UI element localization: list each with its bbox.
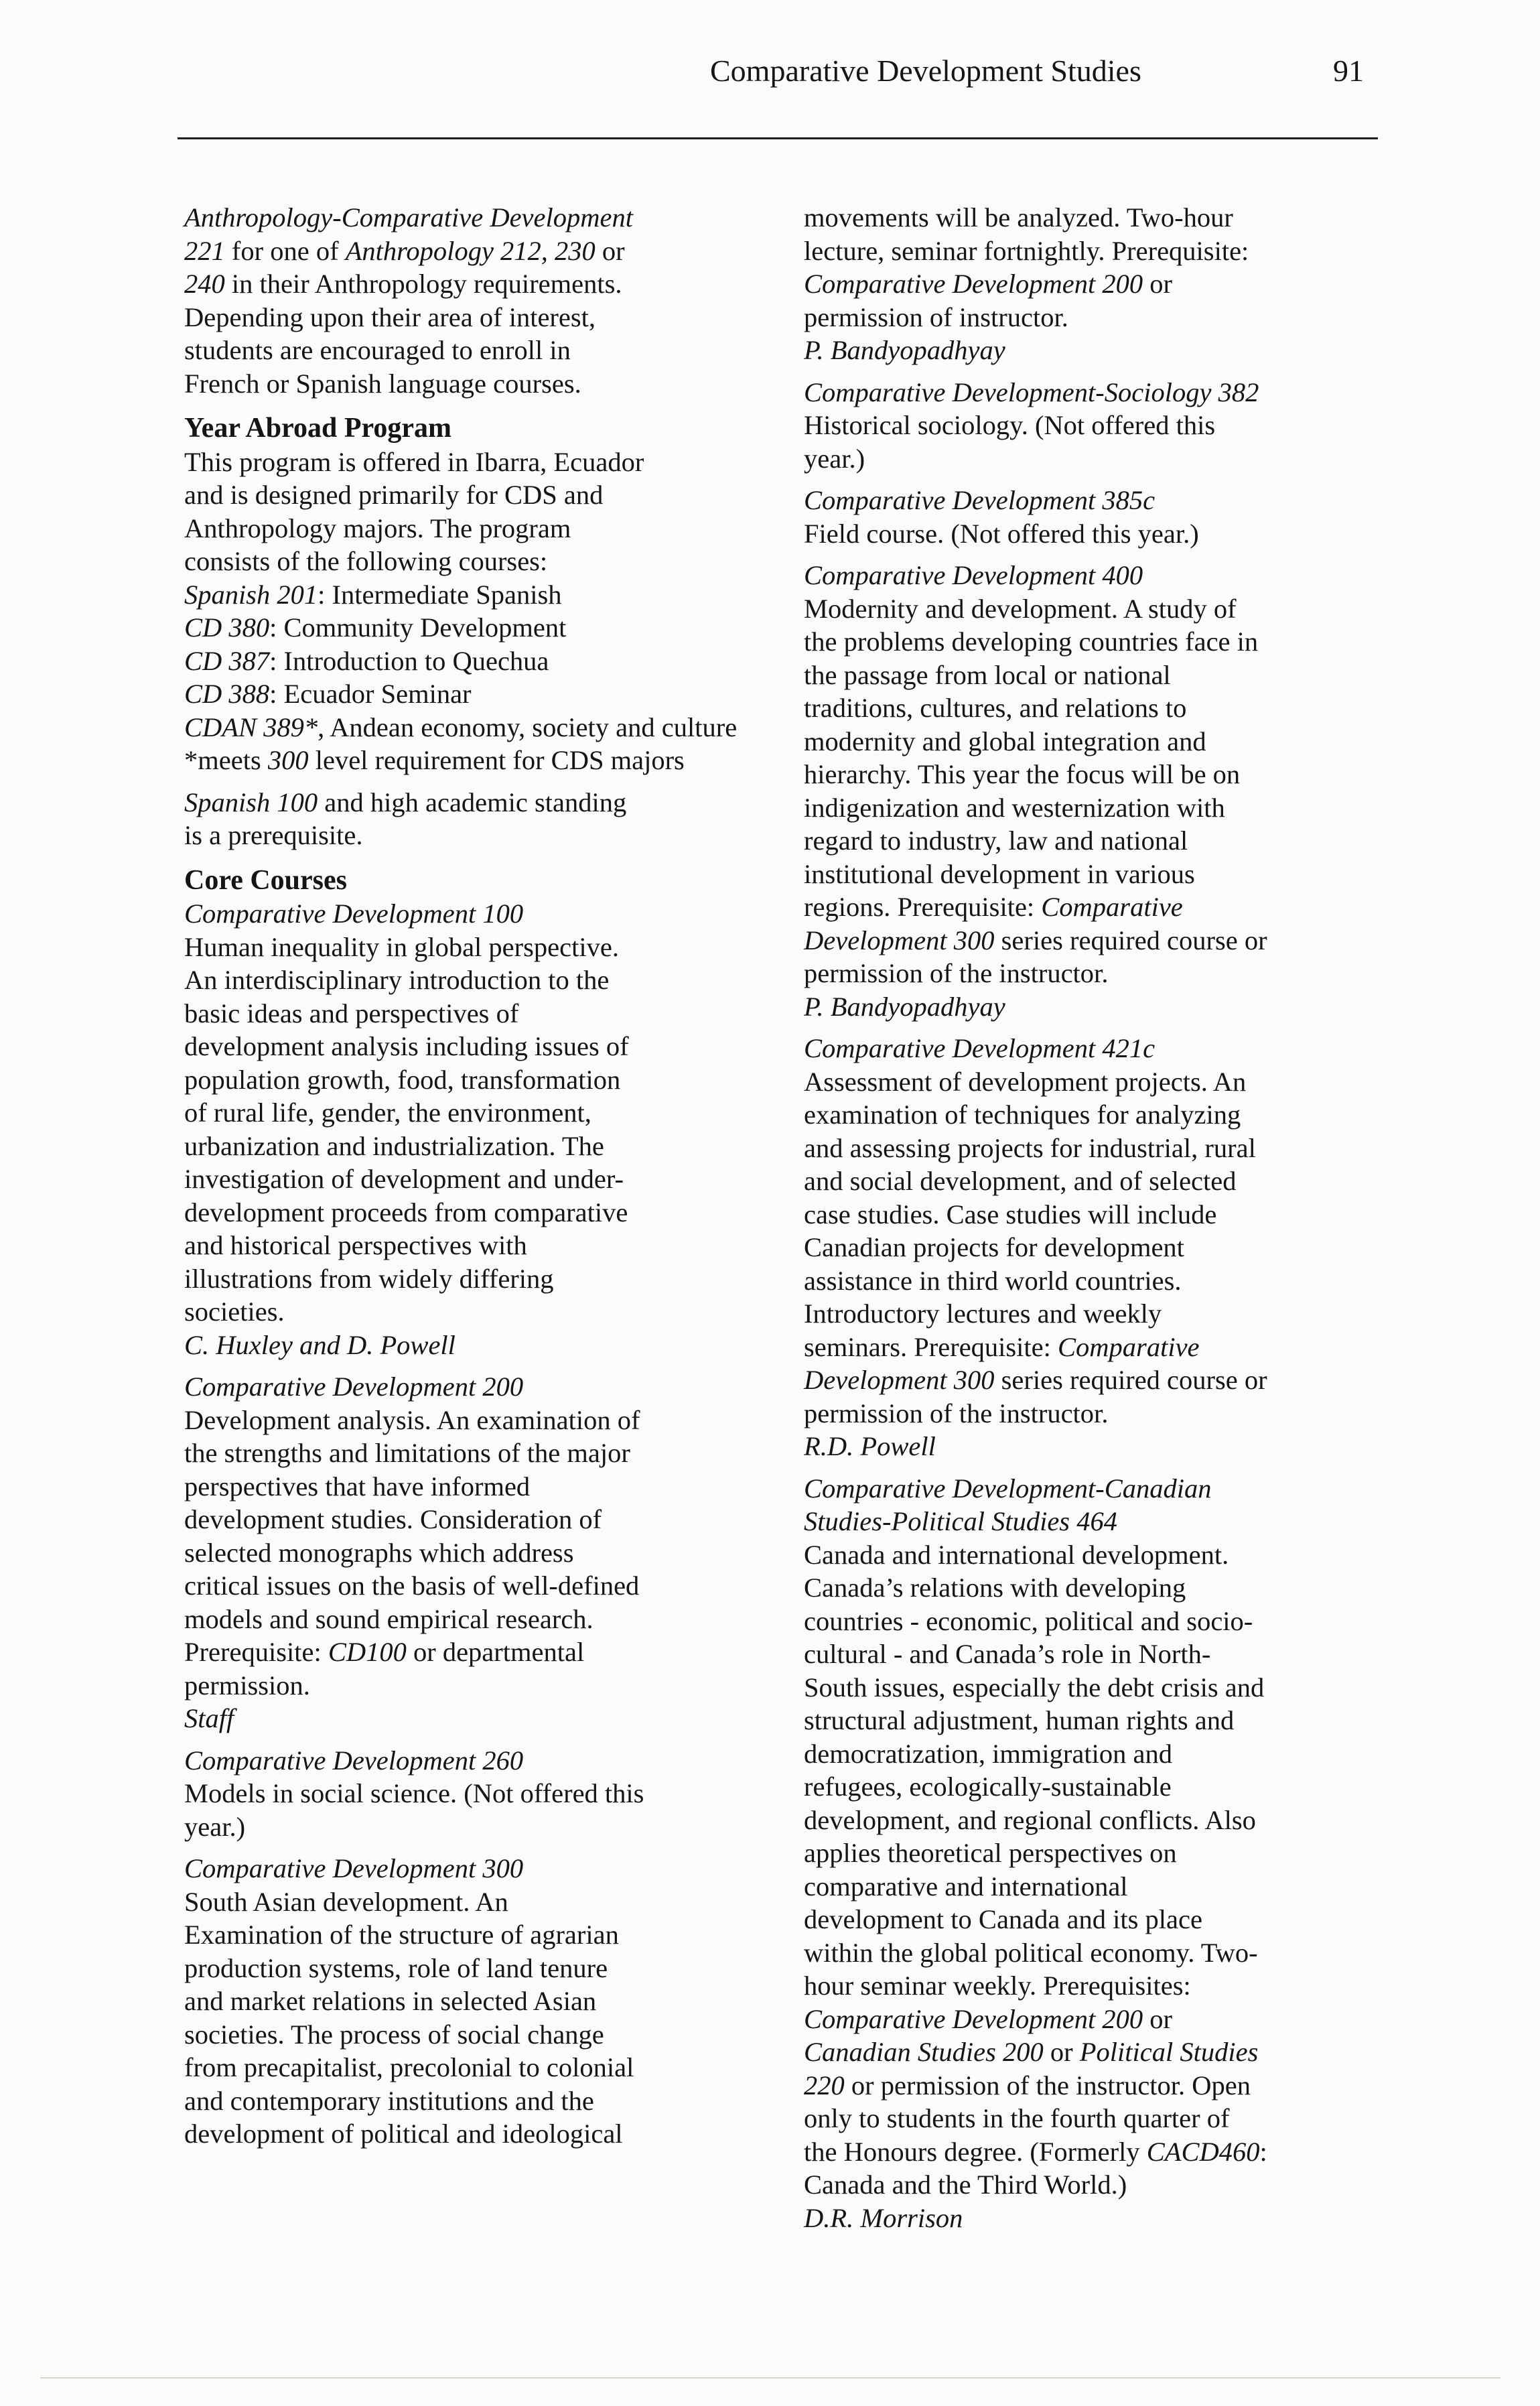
instructor: D.R. Morrison bbox=[804, 2202, 963, 2233]
course-cd464 bbox=[804, 1472, 1393, 2235]
body-line: assistance in third world countries. bbox=[804, 1265, 1182, 1296]
course-cd260 bbox=[184, 1744, 760, 1844]
instructor: R.D. Powell bbox=[804, 1431, 936, 1461]
body-line: development, and regional conflicts. Also bbox=[804, 1804, 1256, 1835]
body-line: Historical sociology. (Not offered this bbox=[804, 410, 1216, 440]
body-line: Anthropology majors. The program bbox=[184, 513, 571, 543]
course-cd382 bbox=[804, 376, 1393, 476]
course-cd400 bbox=[804, 559, 1393, 1023]
body-line: consists of the following courses: bbox=[184, 546, 548, 576]
abroad-course: Spanish 201: Intermediate Spanish bbox=[184, 579, 562, 610]
course-name: Comparative Development 385c bbox=[804, 485, 1156, 515]
prereq-line: Comparative Development 200 or bbox=[804, 269, 1173, 299]
body-line: and contemporary institutions and the bbox=[184, 2085, 594, 2116]
body-line: Models in social science. (Not offered this bbox=[184, 1778, 644, 1808]
body-line: population growth, food, transformation bbox=[184, 1064, 621, 1095]
body-line: Canada and international development. bbox=[804, 1539, 1229, 1570]
core-courses-section bbox=[184, 864, 760, 2151]
course-name: Studies-Political Studies 464 bbox=[804, 1506, 1117, 1536]
footnote: *meets 300 level requirement for CDS majors bbox=[184, 745, 685, 775]
prereq-line: Canadian Studies 200 or Political Studies bbox=[804, 2037, 1259, 2067]
instructor: P. Bandyopadhyay bbox=[804, 991, 1005, 1022]
right-column bbox=[804, 201, 1393, 2234]
body-line: South issues, especially the debt crisis and bbox=[804, 1672, 1265, 1702]
body-line: Human inequality in global perspective. bbox=[184, 931, 619, 962]
body-line: critical issues on the basis of well-defined bbox=[184, 1570, 640, 1601]
body-line: Canada’s relations with developing bbox=[804, 1573, 1186, 1603]
body-line: and social development, and of selected bbox=[804, 1166, 1237, 1196]
body-line: societies. The process of social change bbox=[184, 2019, 604, 2050]
body-line: only to students in the fourth quarter of bbox=[804, 2103, 1230, 2133]
instructor: P. Bandyopadhyay bbox=[804, 335, 1005, 365]
running-title: Comparative Development Studies bbox=[710, 54, 1141, 88]
body-line: Modernity and development. A study of bbox=[804, 593, 1237, 624]
body-line: traditions, cultures, and relations to bbox=[804, 693, 1187, 723]
body-line: applies theoretical perspectives on bbox=[804, 1838, 1177, 1868]
course-name: Comparative Development 260 bbox=[184, 1745, 524, 1776]
intro-paragraph bbox=[184, 201, 760, 400]
body-line: refugees, ecologically-sustainable bbox=[804, 1772, 1172, 1802]
body-line: democratization, immigration and bbox=[804, 1738, 1172, 1769]
prereq-line: permission of instructor. bbox=[804, 302, 1068, 332]
body-line: selected monographs which address bbox=[184, 1537, 574, 1568]
body-line: lecture, seminar fortnightly. Prerequisite: bbox=[804, 235, 1249, 266]
body-line: examination of techniques for analyzing bbox=[804, 1099, 1241, 1130]
body-line: An interdisciplinary introduction to the bbox=[184, 965, 610, 995]
body-line: and market relations in selected Asian bbox=[184, 1986, 597, 2016]
course-cd300 bbox=[184, 1852, 760, 2151]
body-line: the strengths and limitations of the major bbox=[184, 1438, 630, 1468]
body-line: from precapitalist, precolonial to colonial bbox=[184, 2052, 634, 2082]
body-line: development studies. Consideration of bbox=[184, 1504, 602, 1534]
course-cd300-continued bbox=[804, 201, 1393, 367]
course-name: Comparative Development-Sociology 382 bbox=[804, 377, 1259, 407]
prereq-line: is a prerequisite. bbox=[184, 820, 363, 850]
course-name: Comparative Development 100 bbox=[184, 898, 524, 929]
prereq-line: Spanish 100 and high academic standing bbox=[184, 787, 627, 817]
intro-line: students are encouraged to enroll in bbox=[184, 335, 571, 365]
abroad-course: CD 387: Introduction to Quechua bbox=[184, 645, 549, 676]
body-line: Introductory lectures and weekly bbox=[804, 1298, 1162, 1329]
year-abroad-section bbox=[184, 412, 760, 852]
page-number: 91 bbox=[1333, 54, 1364, 88]
intro-line: 221 for one of Anthropology 212, 230 or bbox=[184, 235, 625, 266]
body-line: cultural - and Canada’s role in North- bbox=[804, 1639, 1211, 1669]
body-line: regard to industry, law and national bbox=[804, 825, 1188, 856]
course-cd100 bbox=[184, 897, 760, 1361]
body-line: the problems developing countries face in bbox=[804, 626, 1259, 657]
course-name: Comparative Development-Canadian bbox=[804, 1473, 1212, 1503]
body-line: movements will be analyzed. Two-hour bbox=[804, 202, 1233, 232]
body-line: of rural life, gender, the environment, bbox=[184, 1097, 591, 1128]
abroad-course: CD 380: Community Development bbox=[184, 612, 567, 643]
prereq-line: permission. bbox=[184, 1670, 310, 1700]
body-line: and historical perspectives with bbox=[184, 1230, 527, 1260]
intro-line: French or Spanish language courses. bbox=[184, 368, 581, 399]
body-line: South Asian development. An bbox=[184, 1886, 508, 1917]
prereq-line: 220 or permission of the instructor. Open bbox=[804, 2070, 1251, 2100]
body-line: urbanization and industrialization. The bbox=[184, 1130, 604, 1161]
body-line: Development analysis. An examination of bbox=[184, 1404, 640, 1435]
body-line: countries - economic, political and socio- bbox=[804, 1605, 1253, 1636]
body-line: Assessment of development projects. An bbox=[804, 1066, 1247, 1097]
body-line: modernity and global integration and bbox=[804, 726, 1206, 756]
course-name: Comparative Development 421c bbox=[804, 1033, 1156, 1063]
section-heading: Year Abroad Program bbox=[184, 413, 451, 444]
left-column bbox=[184, 201, 760, 2151]
body-line: basic ideas and perspectives of bbox=[184, 998, 519, 1028]
body-line: Canadian projects for development bbox=[804, 1232, 1184, 1262]
intro-line: 240 in their Anthropology requirements. bbox=[184, 269, 622, 299]
course-cd385c bbox=[804, 484, 1393, 550]
body-line: year.) bbox=[184, 1811, 246, 1842]
body-line: perspectives that have informed bbox=[184, 1471, 531, 1501]
body-line: Field course. (Not offered this year.) bbox=[804, 518, 1199, 549]
prereq-line: seminars. Prerequisite: Comparative bbox=[804, 1331, 1200, 1362]
body-line: This program is offered in Ibarra, Ecuador bbox=[184, 446, 644, 477]
body-line: the Honours degree. (Formerly CACD460: bbox=[804, 2136, 1267, 2167]
body-line: hierarchy. This year the focus will be on bbox=[804, 759, 1241, 789]
course-cd421c bbox=[804, 1032, 1393, 1463]
prereq-line: permission of the instructor. bbox=[804, 1398, 1109, 1428]
course-name: Comparative Development 200 bbox=[184, 1372, 524, 1402]
body-line: within the global political economy. Two- bbox=[804, 1937, 1258, 1968]
body-line: development to Canada and its place bbox=[804, 1904, 1202, 1934]
body-line: Examination of the structure of agrarian bbox=[184, 1920, 619, 1950]
body-line: structural adjustment, human rights and bbox=[804, 1705, 1235, 1735]
instructor: Staff bbox=[184, 1703, 234, 1733]
body-line: development of political and ideological bbox=[184, 2119, 623, 2149]
prereq-line: Comparative Development 200 or bbox=[804, 2003, 1173, 2034]
abroad-course: CD 388: Ecuador Seminar bbox=[184, 679, 472, 709]
body-line: societies. bbox=[184, 1296, 285, 1327]
body-line: hour seminar weekly. Prerequisites: bbox=[804, 1970, 1191, 2001]
body-line: illustrations from widely differing bbox=[184, 1263, 554, 1294]
body-line: institutional development in various bbox=[804, 858, 1195, 889]
prereq-line: Development 300 series required course or bbox=[804, 925, 1267, 955]
body-line: and assessing projects for industrial, rural bbox=[804, 1132, 1256, 1163]
body-line: and is designed primarily for CDS and bbox=[184, 480, 604, 510]
body-line: investigation of development and under- bbox=[184, 1164, 624, 1194]
body-line: development proceeds from comparative bbox=[184, 1197, 628, 1227]
body-line: production systems, role of land tenure bbox=[184, 1952, 608, 1983]
scan-edge-line bbox=[40, 2377, 1500, 2379]
course-cd200 bbox=[184, 1370, 760, 1735]
body-line: development analysis including issues of bbox=[184, 1031, 629, 1061]
intro-line: Depending upon their area of interest, bbox=[184, 302, 596, 332]
abroad-course: CDAN 389*, Andean economy, society and culture bbox=[184, 712, 738, 742]
course-name: Comparative Development 300 bbox=[184, 1853, 524, 1883]
prereq-line: Prerequisite: CD100 or departmental bbox=[184, 1637, 585, 1667]
body-line: comparative and international bbox=[804, 1871, 1128, 1901]
body-line: year.) bbox=[804, 443, 865, 474]
course-name: Comparative Development 400 bbox=[804, 560, 1143, 590]
instructor: C. Huxley and D. Powell bbox=[184, 1329, 456, 1360]
body-line: Canada and the Third World.) bbox=[804, 2169, 1127, 2200]
prereq-line: regions. Prerequisite: Comparative bbox=[804, 892, 1183, 922]
header-rule bbox=[178, 137, 1378, 139]
body-line: case studies. Case studies will include bbox=[804, 1199, 1217, 1229]
body-line: models and sound empirical research. bbox=[184, 1603, 593, 1634]
intro-line: Anthropology-Comparative Development bbox=[184, 202, 633, 232]
body-line: the passage from local or national bbox=[804, 659, 1171, 690]
section-heading: Core Courses bbox=[184, 864, 348, 896]
prereq-line: permission of the instructor. bbox=[804, 958, 1109, 988]
body-line: indigenization and westernization with bbox=[804, 792, 1225, 823]
prereq-line: Development 300 series required course or bbox=[804, 1365, 1267, 1395]
